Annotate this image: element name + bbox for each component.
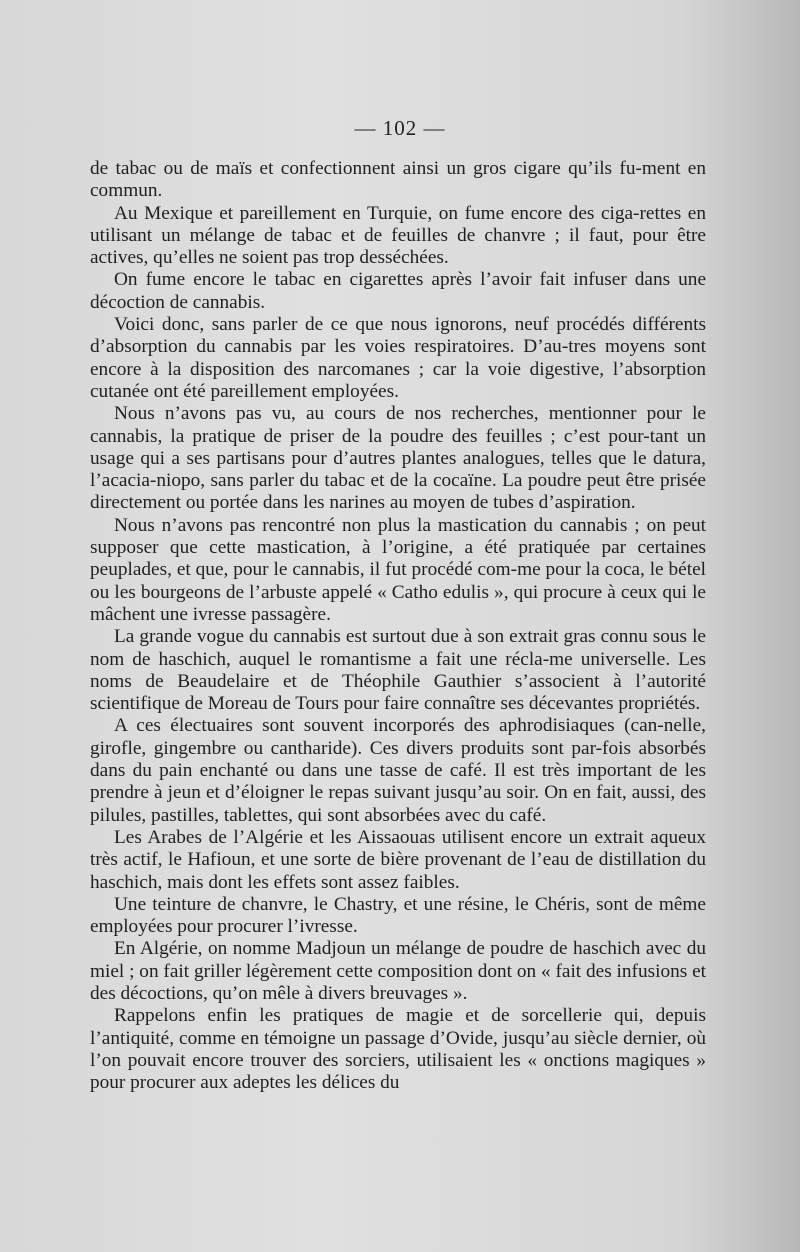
paragraph: En Algérie, on nomme Madjoun un mélange de poudre de haschich avec du miel ; on fait griller légèrement cette composition dont on « fait des infusions et des décoctions, qu’on mêle à divers breuvages ». bbox=[90, 938, 706, 1004]
paragraph: Voici donc, sans parler de ce que nous ignorons, neuf procédés différents d’absorption du cannabis par les voies respiratoires. D’au-tres moyens sont encore à la disposition des narcomanes ; car la voie digestive, l’absorption cutanée ont été pareillement employées. bbox=[90, 314, 706, 402]
paragraph: On fume encore le tabac en cigarettes après l’avoir fait infuser dans une décoction de cannabis. bbox=[90, 269, 706, 313]
paragraph: La grande vogue du cannabis est surtout due à son extrait gras connu sous le nom de haschich, auquel le romantisme a fait une récla-me universelle. Les noms de Beaudelaire et de Théophile Gauthier s’associent à l’autorité scientifique de Moreau de Tours pour faire connaître ses décevantes propriétés. bbox=[90, 626, 706, 715]
paragraph: Au Mexique et pareillement en Turquie, on fume encore des ciga-rettes en utilisant un mélange de tabac et de feuilles de chanvre ; il faut, pour être actives, qu’elles ne soient pas trop desséchées. bbox=[90, 202, 706, 269]
page-body-text bbox=[90, 158, 706, 1094]
paragraph: Une teinture de chanvre, le Chastry, et une résine, le Chéris, sont de même employées pour procurer l’ivresse. bbox=[90, 893, 706, 938]
paragraph: Nous n’avons pas vu, au cours de nos recherches, mentionner pour le cannabis, la pratique de priser de la poudre des feuilles ; c’est pour-tant un usage qui a ses partisans pour d’autres plantes analogues, telles que le datura, l’acacia-niopo, sans parler du tabac et de la cocaïne. La poudre peut être prisée directement ou portée dans les narines au moyen de tubes d’aspiration. bbox=[90, 403, 706, 514]
paragraph: A ces électuaires sont souvent incorporés des aphrodisiaques (can-nelle, girofle, gingembre ou cantharide). Ces divers produits sont par-fois absorbés dans du pain enchanté ou dans une tasse de café. Il est très important de les prendre à jeun et d’éloigner le repas suivant jusqu’au soir. On en fait, aussi, des pilules, pastilles, tablettes, qui sont absorbées avec du café. bbox=[90, 715, 706, 826]
page-number: — 102 — bbox=[354, 116, 446, 140]
paragraph: Les Arabes de l’Algérie et les Aissaouas utilisent encore un extrait aqueux très actif, le Hafioun, et une sorte de bière provenant de l’eau de distillation du haschich, mais dont les effets sont assez faibles. bbox=[90, 826, 706, 893]
paragraph: de tabac ou de maïs et confectionnent ainsi un gros cigare qu’ils fu-ment en commun. bbox=[90, 158, 706, 202]
paragraph: Nous n’avons pas rencontré non plus la mastication du cannabis ; on peut supposer que cette mastication, à l’origine, a été pratiquée par certaines peuplades, et que, pour le cannabis, il fut procédé com-me pour la coca, le bétel ou les bourgeons de l’arbuste appelé « Catho edulis », qui procure à ceux qui le mâchent une ivresse passagère. bbox=[90, 514, 706, 625]
paragraph: Rappelons enfin les pratiques de magie et de sorcellerie qui, depuis l’antiquité, comme en témoigne un passage d’Ovide, jusqu’au siècle dernier, où l’on pouvait encore trouver des sorciers, utilisaient les « onctions magiques » pour procurer aux adeptes les délices du bbox=[90, 1005, 706, 1094]
